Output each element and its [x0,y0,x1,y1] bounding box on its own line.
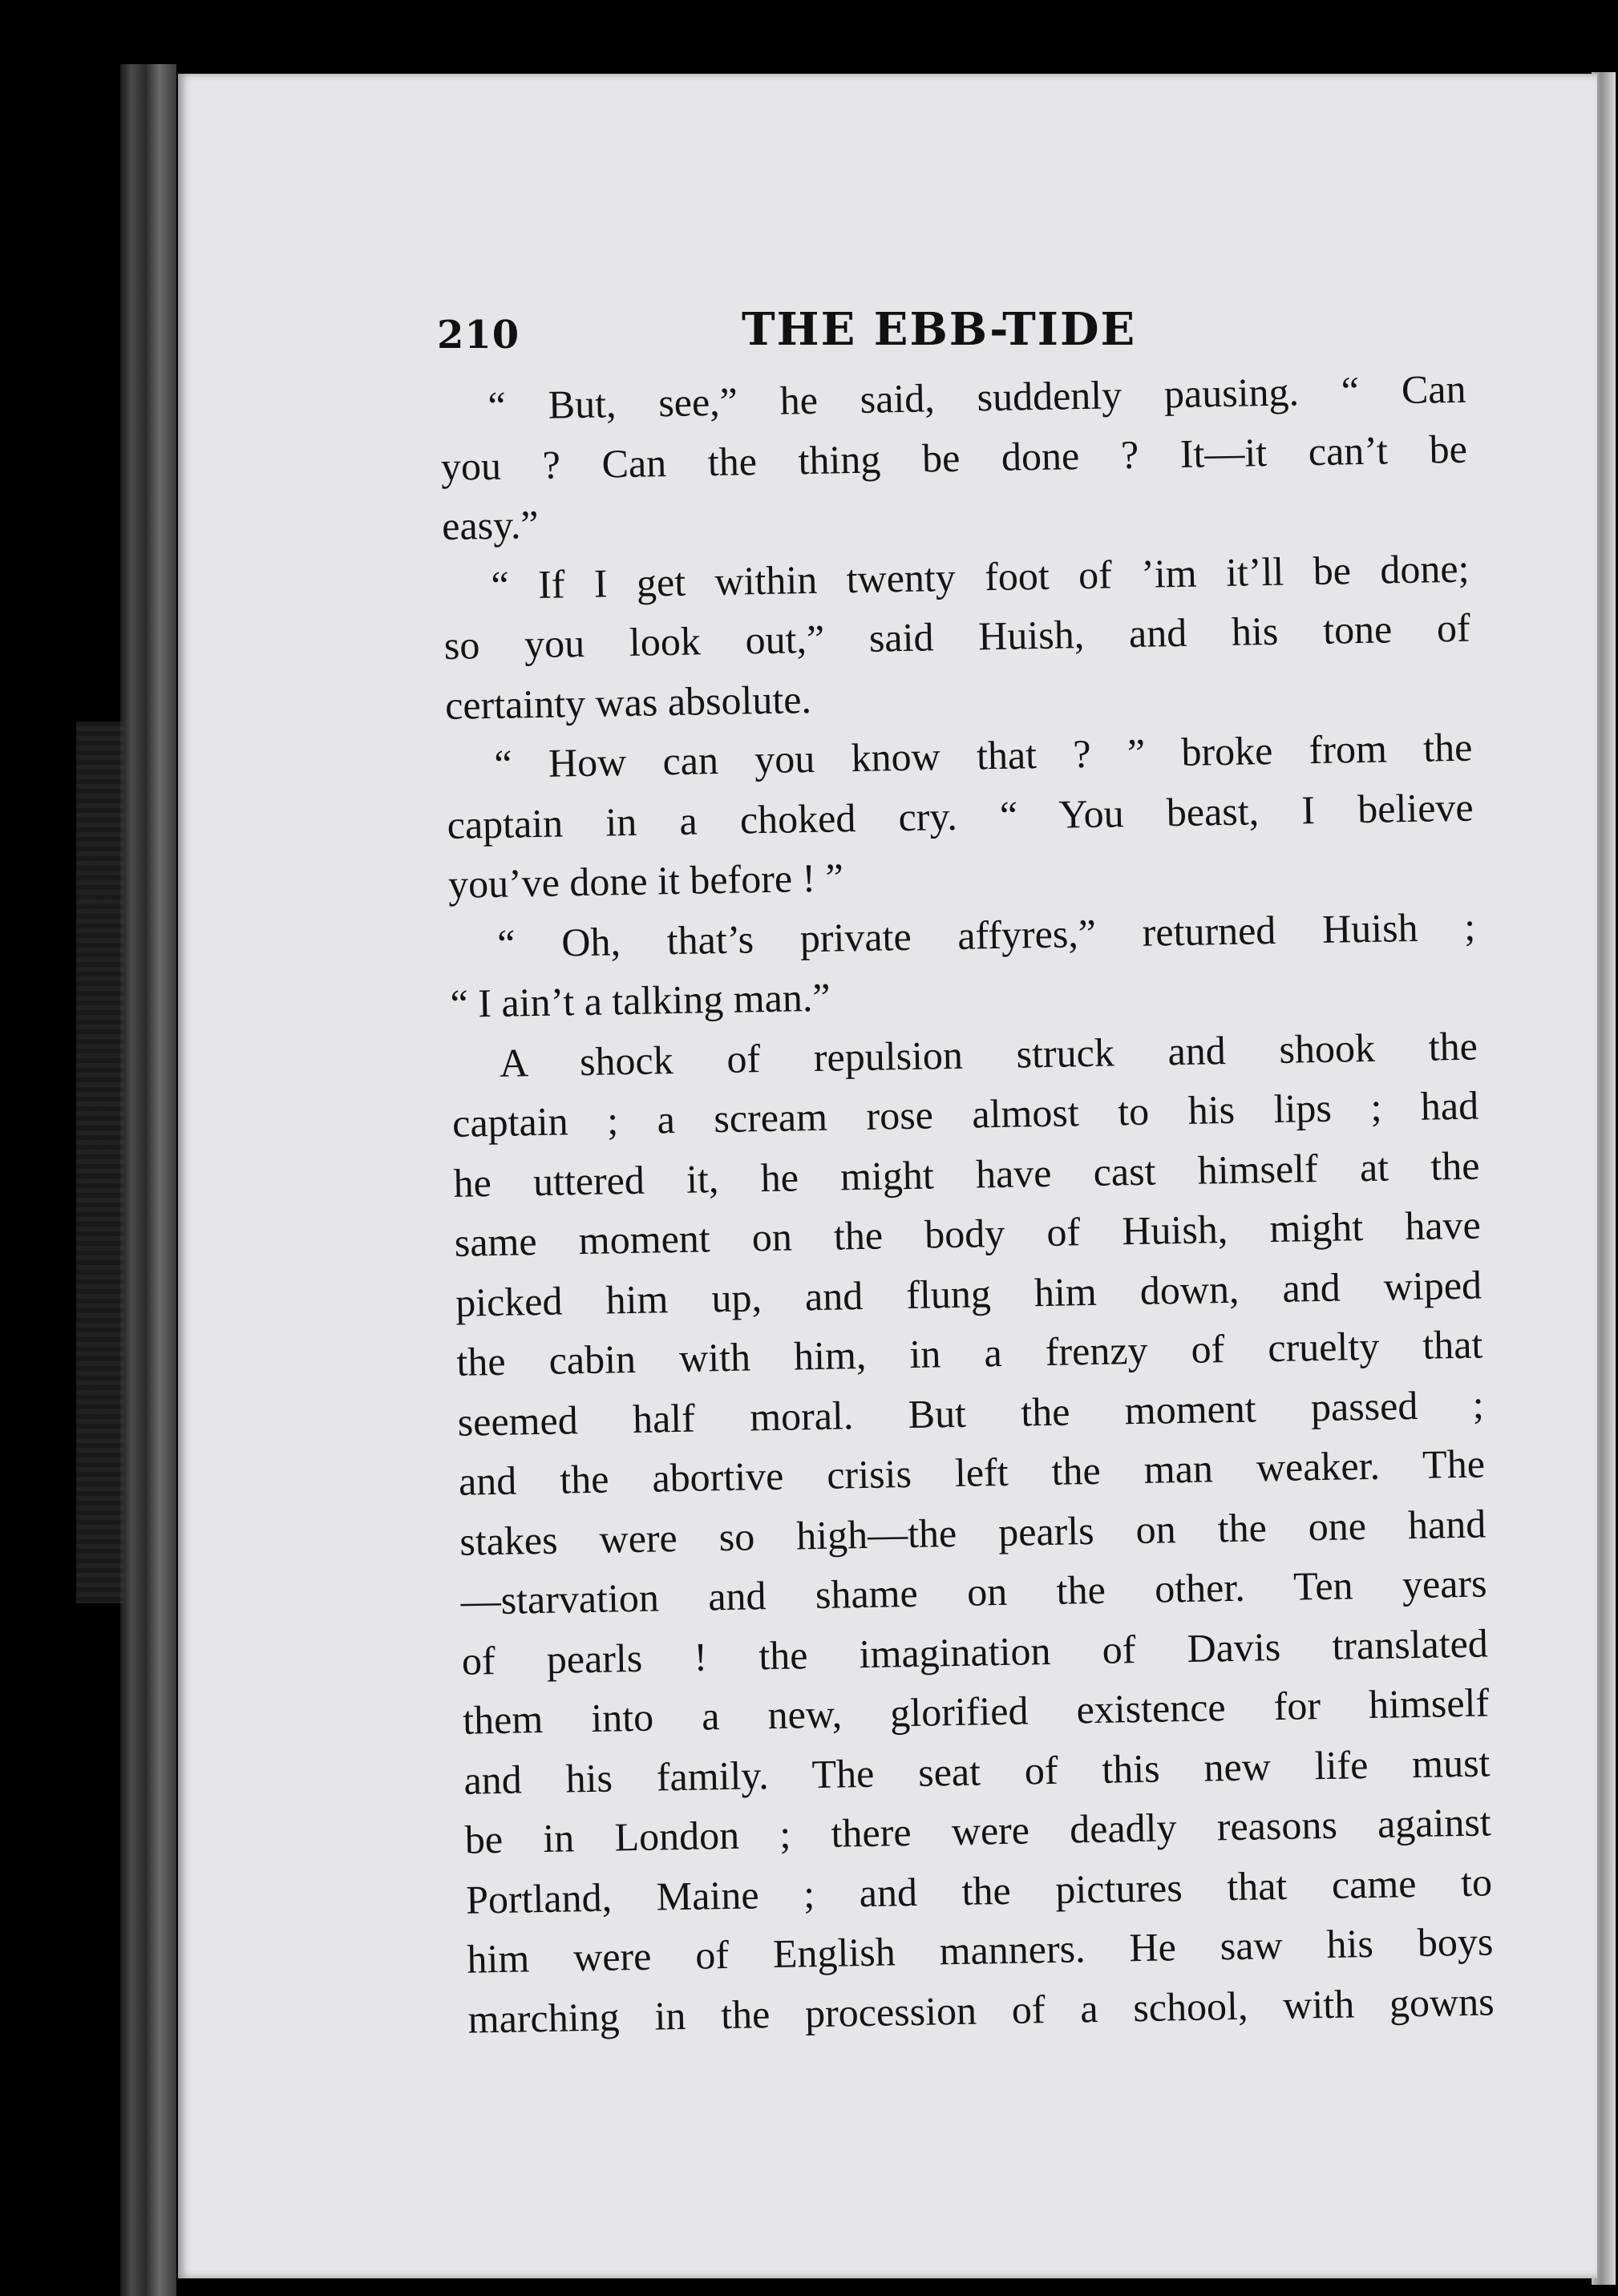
text-line: “ Oh, that’s private affyres,” returned Huish ; [496,903,1476,966]
text-line: “ I ain’t a talking man.” [450,974,831,1026]
text-line: “ But, see,” he said, suddenly pausing. “ Can [487,366,1466,428]
text-line: and the abortive crisis left the man weaker. The [458,1441,1486,1504]
running-title: THE EBB-TIDE [742,303,1137,356]
text-line: him were of English manners. He saw his boys [466,1918,1494,1982]
text-line: “ If I get within twenty foot of ’im it’ll be done; [491,545,1470,608]
text-line: you’ve done it before ! ” [447,855,844,907]
book-binding [120,64,176,2296]
text-line: and his family. The seat of this new life must [463,1739,1491,1803]
page-header [437,303,1431,359]
text-line: of pearls ! the imagination of Davis translated [461,1619,1489,1684]
text-line: “ How can you know that ? ” broke from the [493,724,1473,786]
text-line: captain ; a scream rose almost to his lips ; had [451,1082,1479,1146]
text-line: —starvation and shame on the other. Ten years [460,1560,1487,1623]
spine-text-blur [76,722,124,1603]
text-line: you ? Can the thing be done ? It—it can’t be [440,426,1468,489]
text-line: certainty was absolute. [444,676,812,728]
text-line: captain in a choked cry. “ You beast, I believe [447,784,1474,847]
body-text [439,359,1495,2049]
text-line: picked him up, and flung him down, and wiped [455,1261,1482,1325]
text-line: easy.” [441,501,540,548]
text-line: them into a new, glorified existence for himself [462,1680,1490,1743]
text-line: same moment on the body of Huish, might have [454,1202,1482,1265]
text-line: Portland, Maine ; and the pictures that came to [465,1858,1493,1922]
text-line: he uttered it, he might have cast himself at the [453,1142,1480,1206]
text-line: stakes were so high—the pearls on the one hand [459,1500,1487,1564]
text-line: A shock of repulsion struck and shook the [499,1023,1478,1085]
text-line: marching in the procession of a school, with gowns [467,1978,1495,2042]
text-line: so you look out,” said Huish, and his tone of [443,604,1471,668]
text-line: be in London ; there were deadly reasons against [464,1799,1492,1862]
text-line: the cabin with him, in a frenzy of cruelty that [455,1321,1483,1384]
text-line: seemed half moral. But the moment passed ; [457,1380,1485,1445]
page-number: 210 [437,313,520,358]
